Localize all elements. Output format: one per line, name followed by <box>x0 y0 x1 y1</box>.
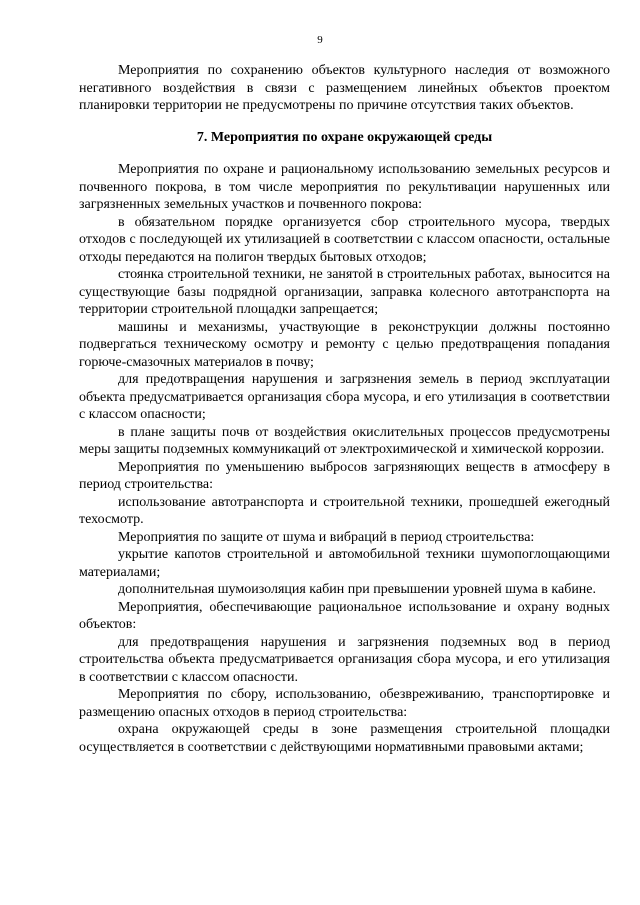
paragraph: укрытие капотов строительной и автомобильной техники шумопоглощающими материалами; <box>79 547 610 580</box>
paragraph: Мероприятия, обеспечивающие рациональное использование и охрану водных объектов: <box>79 599 610 632</box>
section-heading: 7. Мероприятия по охране окружающей среды <box>196 129 493 145</box>
paragraph: Мероприятия по охране и рациональному использованию земельных ресурсов и почвенного покрова, в том числе мероприятия по рекультивации нарушенных или загрязненных земельных участков и почвенного покрова: <box>79 162 610 212</box>
paragraph: охрана окружающей среды в зоне размещения строительной площадки осуществляется в соответствии с действующими нормативными правовыми актами; <box>79 722 610 755</box>
paragraph: для предотвращения нарушения и загрязнения земель в период эксплуатации объекта предусматривается организация сбора мусора, и его утилизация в соответствии с классом опасности; <box>79 372 610 422</box>
paragraph: дополнительная шумоизоляция кабин при превышении уровней шума в кабине. <box>118 582 597 597</box>
paragraph: машины и механизмы, участвующие в реконструкции должны постоянно подвергаться техническому осмотру и ремонту с целью предотвращения попадания горюче-смазочных материалов в почву; <box>79 319 610 370</box>
paragraph: использование автотранспорта и строительной техники, прошедшей ежегодный техосмотр. <box>79 494 610 527</box>
paragraph-cultural-heritage: Мероприятия по сохранению объектов культурного наследия от возможного негативного воздействия в связи с размещением линейных объектов проектом планировки территории не предусмотрены по причине отсутствия таких объектов. <box>79 63 610 113</box>
page-number: 9 <box>317 34 323 46</box>
paragraph: в плане защиты почв от воздействия окислительных процессов предусмотрены меры защиты подземных коммуникаций от электрохимической и химической коррозии. <box>79 424 610 457</box>
paragraph: стоянка строительной техники, не занятой в строительных работах, выносится на существующие базы подрядной организации, заправка колесного автотранспорта на территории строительной площадки запрещается; <box>79 267 610 317</box>
paragraph: для предотвращения нарушения и загрязнения подземных вод в период строительства объекта предусматривается организация сбора мусора, и его утилизация в соответствии с классом опасности. <box>79 634 610 685</box>
paragraph: Мероприятия по уменьшению выбросов загрязняющих веществ в атмосферу в период строительства: <box>79 459 610 492</box>
paragraph: Мероприятия по сбору, использованию, обезвреживанию, транспортировке и размещению опасных отходов в период строительства: <box>79 687 610 720</box>
paragraph: Мероприятия по защите от шума и вибраций в период строительства: <box>118 529 535 545</box>
paragraph: в обязательном порядке организуется сбор строительного мусора, твердых отходов с последующей их утилизацией в соответствии с классом опасности, остальные отходы передаются на полигон твердых бытовых отходов; <box>79 214 610 265</box>
document-body <box>79 62 610 756</box>
